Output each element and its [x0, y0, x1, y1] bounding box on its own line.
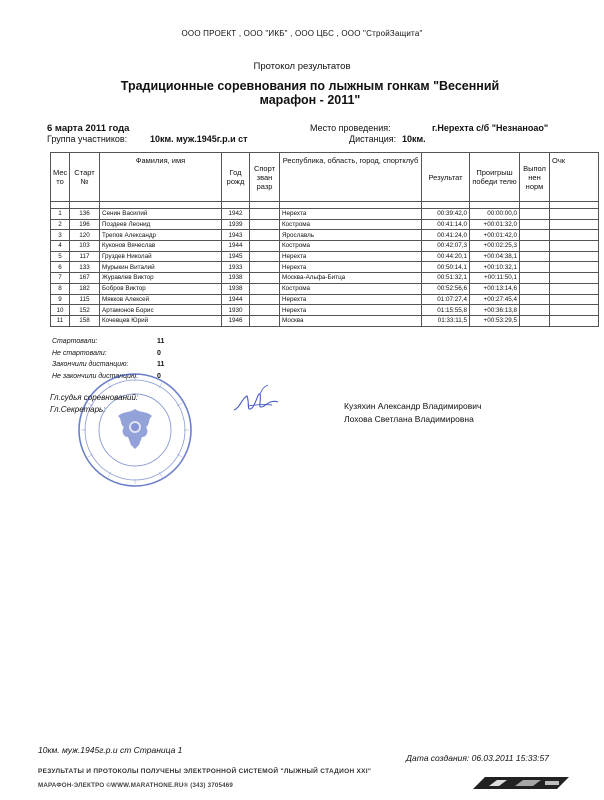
organizations-line: ООО ПРОЕКТ , ООО "ИКБ" , ООО ЦБС , ООО "СтройЗащита" — [181, 29, 423, 38]
footer-contact-line: МАРАФОН-ЭЛЕКТРО ©WWW.MARATHONE.RU® (343) 3705469 — [38, 782, 234, 789]
result-year: 1938 — [222, 273, 250, 284]
group-value: 10км. муж.1945г.р.и ст — [150, 134, 248, 144]
result-behind: +00:02:25,3 — [470, 241, 520, 252]
result-name: Куконов Вячеслав — [100, 241, 222, 252]
result-norm — [520, 251, 550, 262]
stat-row-finished — [52, 359, 192, 371]
result-region: Москва — [280, 315, 422, 326]
result-year: 1945 — [222, 251, 250, 262]
result-place: 1 — [51, 209, 70, 220]
result-rank — [250, 241, 280, 252]
judge-signature — [232, 384, 280, 418]
table-row — [51, 273, 599, 284]
stat-value: 11 — [157, 361, 165, 368]
result-rank — [250, 273, 280, 284]
result-points — [550, 251, 599, 262]
result-start-number: 182 — [70, 283, 100, 294]
stat-row-not-started — [52, 348, 192, 360]
col-year-header: Год рожд — [222, 153, 250, 202]
result-behind: +00:10:32,1 — [470, 262, 520, 273]
table-row — [51, 315, 599, 326]
chief-judge-name: Кузяхин Александр Владимирович — [344, 401, 482, 411]
table-spacer-row — [51, 202, 599, 209]
result-norm — [520, 305, 550, 316]
distance-value: 10км. — [402, 134, 426, 144]
result-rank — [250, 294, 280, 305]
result-start-number: 120 — [70, 230, 100, 241]
result-year: 1942 — [222, 209, 250, 220]
result-place: 5 — [51, 251, 70, 262]
result-place: 8 — [51, 283, 70, 294]
result-rank — [250, 219, 280, 230]
col-name-header: Фамилия, имя — [100, 153, 222, 202]
result-start-number: 117 — [70, 251, 100, 262]
official-stamp — [76, 371, 194, 489]
result-time: 00:39:42,0 — [422, 209, 470, 220]
result-time: 01:15:55,8 — [422, 305, 470, 316]
result-start-number: 196 — [70, 219, 100, 230]
col-points-header: Очк — [550, 153, 599, 202]
result-time: 00:44:20,1 — [422, 251, 470, 262]
chief-secretary-name: Лохова Светлана Владимировна — [344, 414, 474, 424]
result-start-number: 136 — [70, 209, 100, 220]
result-norm — [520, 273, 550, 284]
result-place: 4 — [51, 241, 70, 252]
result-name: Мурыкин Виталий — [100, 262, 222, 273]
stat-label: Не закончили дистанцию: — [52, 372, 139, 380]
result-name: Артамонов Борис — [100, 305, 222, 316]
result-year: 1946 — [222, 315, 250, 326]
result-behind: +00:01:42,0 — [470, 230, 520, 241]
footer-page-info: 10км. муж.1945г.р.и ст Страница 1 — [38, 745, 183, 755]
table-row — [51, 230, 599, 241]
result-name: Трепов Александр — [100, 230, 222, 241]
event-title-line2: марафон - 2011" — [259, 93, 361, 107]
result-norm — [520, 262, 550, 273]
col-result-header: Результат — [422, 153, 470, 202]
result-place: 7 — [51, 273, 70, 284]
result-behind: +00:53:29,5 — [470, 315, 520, 326]
system-logo — [471, 773, 571, 793]
footer-system-line: РЕЗУЛЬТАТЫ И ПРОТОКОЛЫ ПОЛУЧЕНЫ ЭЛЕКТРОННОЙ СИСТЕМОЙ "ЛЫЖНЫЙ СТАДИОН XXI" — [38, 768, 372, 775]
result-name: Груздев Николай — [100, 251, 222, 262]
result-norm — [520, 315, 550, 326]
result-year: 1939 — [222, 219, 250, 230]
result-year: 1933 — [222, 262, 250, 273]
stat-label: Закончили дистанцию: — [52, 361, 129, 368]
table-row — [51, 251, 599, 262]
result-time: 00:42:07,3 — [422, 241, 470, 252]
result-start-number: 133 — [70, 262, 100, 273]
chief-secretary-label: Гл.Секретарь: — [50, 405, 106, 414]
result-region: Москва-Альфа-Битца — [280, 273, 422, 284]
result-start-number: 167 — [70, 273, 100, 284]
result-behind: +00:27:45,4 — [470, 294, 520, 305]
event-title-line1: Традиционные соревнования по лыжным гонкам "Весенний — [120, 79, 500, 93]
result-points — [550, 262, 599, 273]
result-time: 00:51:32,1 — [422, 273, 470, 284]
result-time: 00:52:56,6 — [422, 283, 470, 294]
result-place: 2 — [51, 219, 70, 230]
chief-judge-label: Гл.судья соревнований: — [50, 393, 139, 402]
col-place-header: Мес то — [51, 153, 70, 202]
result-norm — [520, 241, 550, 252]
result-points — [550, 294, 599, 305]
result-norm — [520, 230, 550, 241]
result-year: 1943 — [222, 230, 250, 241]
result-region: Нерехта — [280, 251, 422, 262]
table-row — [51, 209, 599, 220]
result-rank — [250, 251, 280, 262]
event-date: 6 марта 2011 года — [47, 123, 130, 134]
result-start-number: 158 — [70, 315, 100, 326]
result-region: Нерехта — [280, 209, 422, 220]
result-year: 1944 — [222, 294, 250, 305]
result-name: Сенин Василий — [100, 209, 222, 220]
venue-label: Место проведения: — [310, 123, 391, 133]
result-norm — [520, 294, 550, 305]
result-points — [550, 273, 599, 284]
result-region: Нерехта — [280, 262, 422, 273]
result-behind: +00:13:14,6 — [470, 283, 520, 294]
stat-row-started — [52, 336, 192, 348]
event-title — [110, 79, 510, 107]
stat-label: Стартовали: — [52, 338, 98, 345]
stat-value: 0 — [157, 349, 161, 357]
result-time: 00:41:14,0 — [422, 219, 470, 230]
table-header-row — [51, 153, 599, 202]
result-year: 1944 — [222, 241, 250, 252]
result-rank — [250, 283, 280, 294]
result-year: 1938 — [222, 283, 250, 294]
result-rank — [250, 315, 280, 326]
result-place: 11 — [51, 315, 70, 326]
col-region-header: Республика, область, город, спортклуб — [280, 153, 422, 202]
protocol-title: Протокол результатов — [253, 61, 351, 72]
stat-value: 0 — [157, 372, 161, 380]
table-row — [51, 305, 599, 316]
result-start-number: 115 — [70, 294, 100, 305]
result-behind: 00:00:00,0 — [470, 209, 520, 220]
result-behind: +00:36:13,8 — [470, 305, 520, 316]
col-norm-header: Выпол нен норм — [520, 153, 550, 202]
col-rank-header: Спорт зван разр — [250, 153, 280, 202]
result-behind: +00:11:50,1 — [470, 273, 520, 284]
result-points — [550, 219, 599, 230]
stat-label: Не стартовали: — [52, 349, 107, 357]
result-norm — [520, 283, 550, 294]
result-points — [550, 241, 599, 252]
result-points — [550, 209, 599, 220]
result-time: 01:07:27,4 — [422, 294, 470, 305]
result-rank — [250, 230, 280, 241]
result-name: Мякков Алексей — [100, 294, 222, 305]
result-region: Кострома — [280, 241, 422, 252]
result-norm — [520, 209, 550, 220]
table-row — [51, 241, 599, 252]
result-time: 00:50:14,1 — [422, 262, 470, 273]
result-rank — [250, 209, 280, 220]
results-table — [50, 152, 599, 327]
footer-created-date: Дата создания: 06.03.2011 15:33:57 — [406, 753, 549, 763]
result-region: Кострома — [280, 283, 422, 294]
result-place: 9 — [51, 294, 70, 305]
result-year: 1930 — [222, 305, 250, 316]
table-row — [51, 262, 599, 273]
result-region: Кострома — [280, 219, 422, 230]
result-start-number: 152 — [70, 305, 100, 316]
result-points — [550, 230, 599, 241]
group-label: Группа участников: — [47, 134, 128, 144]
table-row — [51, 283, 599, 294]
result-points — [550, 283, 599, 294]
result-behind: +00:04:38,1 — [470, 251, 520, 262]
result-norm — [520, 219, 550, 230]
stat-value: 11 — [157, 338, 165, 345]
result-rank — [250, 305, 280, 316]
result-time: 00:41:24,0 — [422, 230, 470, 241]
result-region: Нерехта — [280, 294, 422, 305]
result-name: Журавлев Виктор — [100, 273, 222, 284]
result-place: 10 — [51, 305, 70, 316]
result-region: Ярославль — [280, 230, 422, 241]
result-name: Бобров Виктор — [100, 283, 222, 294]
result-time: 01:33:11,5 — [422, 315, 470, 326]
venue-value: г.Нерехта с/б "Незнаноао" — [432, 123, 549, 133]
result-behind: +00:01:32,0 — [470, 219, 520, 230]
col-behind-header: Проигрыш победи телю — [470, 153, 520, 202]
result-points — [550, 315, 599, 326]
result-place: 3 — [51, 230, 70, 241]
table-row — [51, 219, 599, 230]
result-points — [550, 305, 599, 316]
result-start-number: 103 — [70, 241, 100, 252]
result-place: 6 — [51, 262, 70, 273]
col-start-header: Старт № — [70, 153, 100, 202]
distance-label: Дистанция: — [349, 134, 397, 144]
result-name: Кочевцев Юрий — [100, 315, 222, 326]
table-row — [51, 294, 599, 305]
result-name: Поздеев Леонид — [100, 219, 222, 230]
result-rank — [250, 262, 280, 273]
result-region: Нерехта — [280, 305, 422, 316]
